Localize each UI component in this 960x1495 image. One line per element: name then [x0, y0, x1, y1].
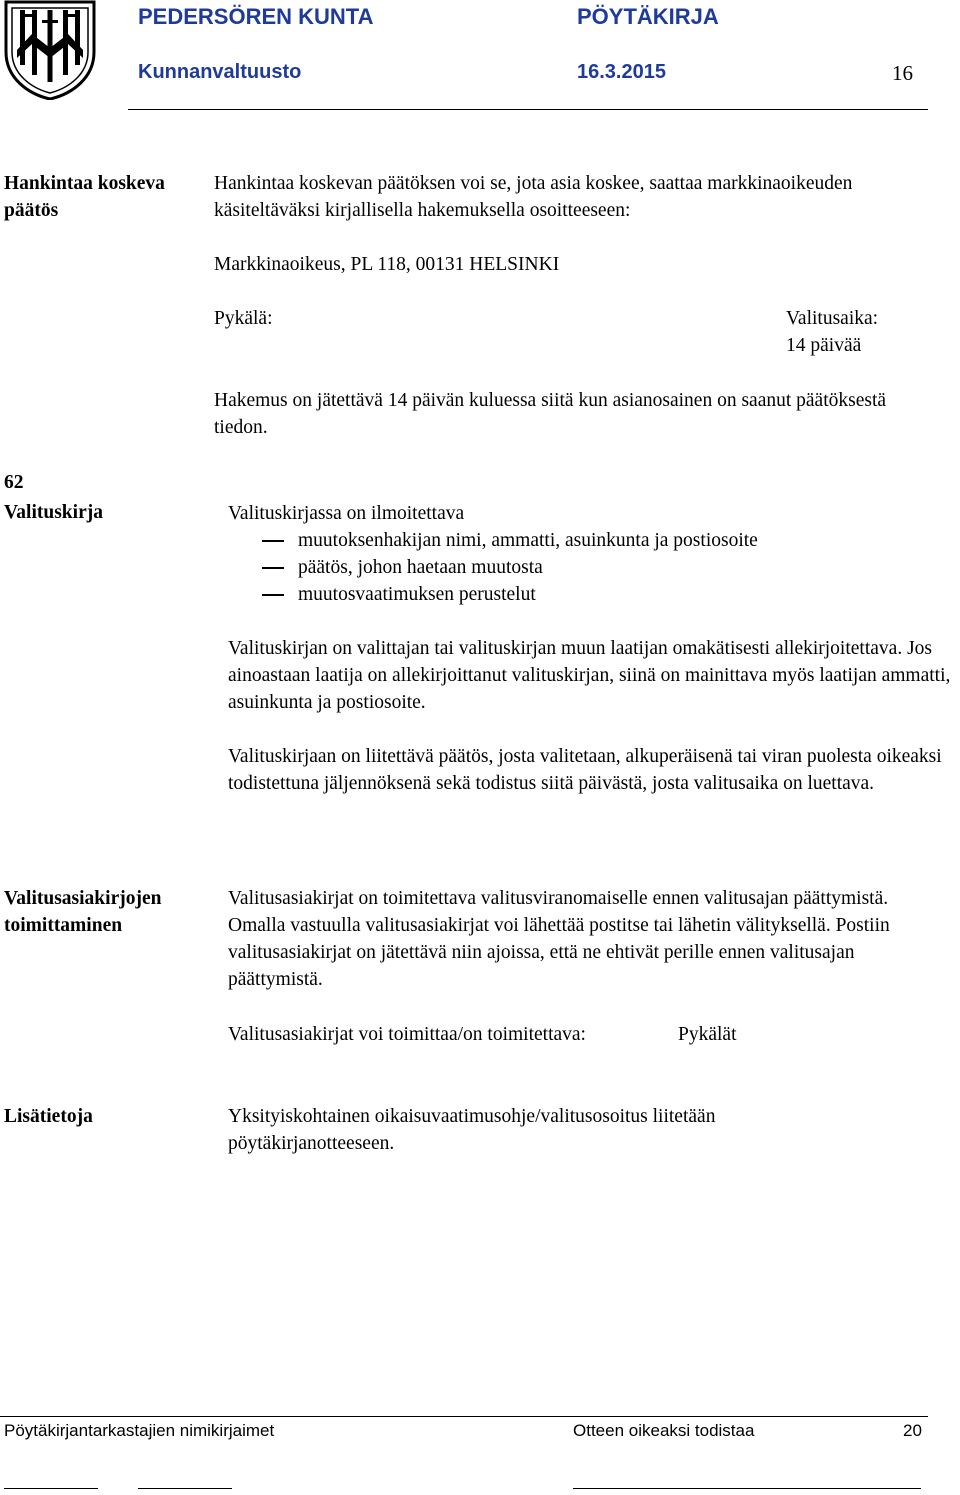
hankinta-address: Markkinaoikeus, PL 118, 00131 HELSINKI	[214, 254, 560, 275]
certified-signature-line	[573, 1488, 921, 1489]
label-line: Hankintaa koskeva	[4, 173, 165, 194]
coat-of-arms-logo	[2, 0, 98, 100]
valituskirja-intro: Valituskirjassa on ilmoitettava	[228, 503, 465, 524]
label-line: Valitusasiakirjojen	[4, 888, 162, 909]
toimittaminen-paragraph: Valitusasiakirjat on toimitettava valitusviranomaiselle ennen valitusajan päättymistä. Omalla vastuulla valitusasiakirjat voi lähettää postitse tai lähetin välityksellä. Postiin valitusasiakirjat on jätettävä niin ajoissa, että ne ehtivät perille ennen valitusajan päättymistä.	[228, 888, 890, 990]
toimittaminen-body	[228, 885, 940, 993]
page-number: 16	[892, 61, 913, 85]
valituskirja-attachment-paragraph: Valituskirjaan on liitettävä päätös, josta valitetaan, alkuperäisenä tai viran puolesta oikeaksi todistettuna jäljennöksenä sekä todistus siitä päivästä, josta valitusaika on luettava.	[228, 746, 942, 794]
list-item	[228, 527, 956, 554]
list-item-text: päätös, johon haetaan muutosta	[298, 557, 543, 578]
dash-icon	[262, 567, 284, 569]
dash-icon	[262, 540, 284, 542]
meeting-body: Kunnanvaltuusto	[138, 61, 302, 83]
section-label-hankinta	[4, 170, 204, 224]
hankinta-paragraph: Hankintaa koskevan päätöksen voi se, jota asia koskee, saattaa markkinaoikeuden käsiteltäväksi kirjallisella hakemuksella osoitteeseen:	[214, 173, 853, 221]
header-rule	[128, 109, 928, 110]
list-item-text: muutosvaatimuksen perustelut	[298, 584, 536, 605]
hankinta-deadline	[214, 387, 914, 441]
list-item	[228, 554, 956, 581]
dash-icon	[262, 594, 284, 596]
valituskirja-signature-paragraph: Valituskirjan on valittajan tai valituskirjan muun laatijan omakätisesti allekirjoitettava. Jos ainoastaan laatija on allekirjoittanut valituskirjan, siinä on mainittava myös laatijan ammatti, asuinkunta ja postiosoite.	[228, 638, 951, 713]
document-type: PÖYTÄKIRJA	[577, 4, 719, 29]
section-number: 62	[4, 472, 24, 493]
meeting-date: 16.3.2015	[577, 61, 666, 83]
valitusaika-label: Valitusaika:	[786, 308, 879, 329]
label-line: toimittaminen	[4, 915, 123, 936]
section-label-lisatietoja: Lisätietoja	[4, 1106, 93, 1127]
footer-certified-label: Otteen oikeaksi todistaa	[573, 1421, 755, 1440]
section-label-toimittaminen	[4, 885, 219, 939]
footer-page-number: 20	[903, 1421, 922, 1440]
pykala-label: Pykälä:	[214, 308, 273, 329]
lisatietoja-body	[228, 1103, 848, 1157]
list-item	[228, 581, 956, 608]
label-line: päätös	[4, 200, 59, 221]
deliver-label: Valitusasiakirjat voi toimittaa/on toimitettava:	[228, 1024, 586, 1045]
hankinta-body	[214, 170, 904, 224]
list-item-text: muutoksenhakijan nimi, ammatti, asuinkunta ja postiosoite	[298, 530, 758, 551]
deadline-paragraph: Hakemus on jätettävä 14 päivän kuluessa siitä kun asianosainen on saanut päätöksestä tiedon.	[214, 390, 887, 438]
deliver-value: Pykälät	[678, 1024, 737, 1045]
section-label-valituskirja: Valituskirja	[4, 502, 103, 523]
initials-signature-line	[4, 1488, 98, 1489]
initials-signature-line	[138, 1488, 232, 1489]
lisatietoja-paragraph: Yksityiskohtainen oikaisuvaatimusohje/valitusosoitus liitetään pöytäkirjanotteeseen.	[228, 1106, 716, 1154]
valituskirja-body	[228, 500, 956, 797]
footer-rule	[0, 1416, 928, 1417]
valitusaika-value: 14 päivää	[786, 335, 862, 356]
footer-initials-label: Pöytäkirjantarkastajien nimikirjaimet	[4, 1421, 275, 1440]
municipality-name: PEDERSÖREN KUNTA	[138, 4, 374, 29]
